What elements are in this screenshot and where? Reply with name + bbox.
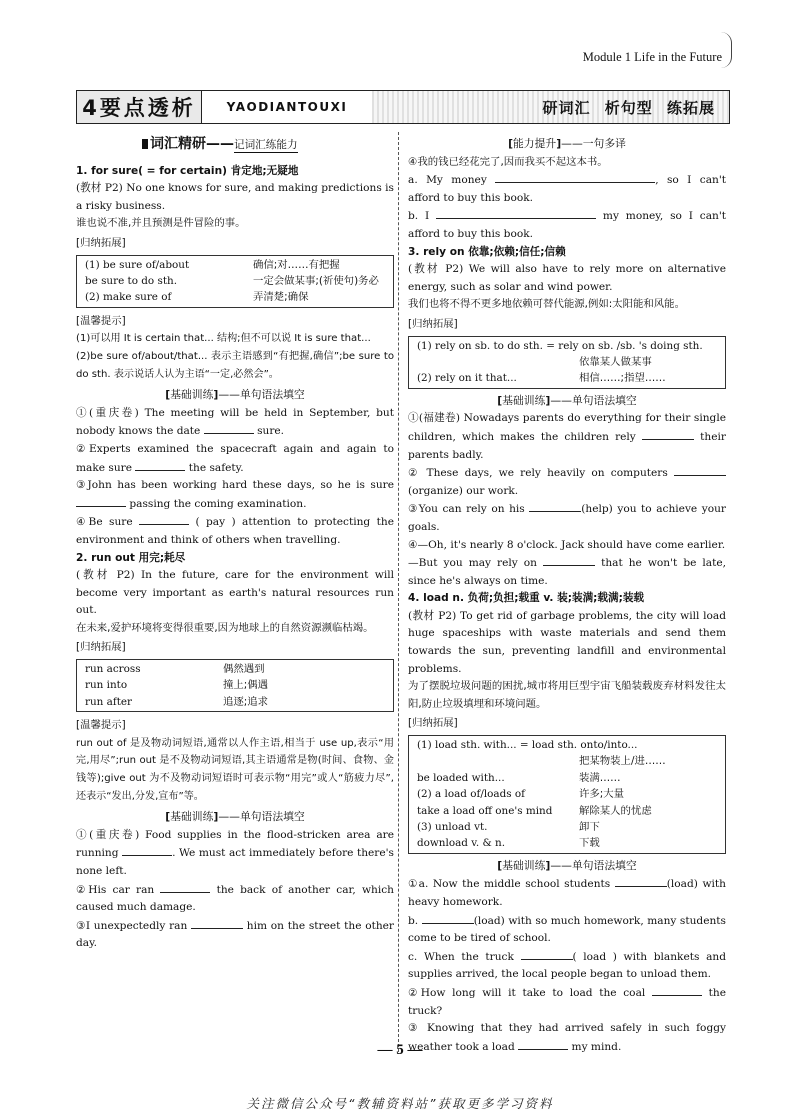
example-sentence: (教材 P2) We will also have to rely more on alternative energy, such as solar and wind power. (408, 263, 726, 293)
meaning: 相信……;指望…… (579, 372, 666, 385)
phrase: (2) a load of/loads of (417, 788, 526, 801)
meaning: 装满…… (579, 771, 621, 784)
summary-box (408, 336, 726, 389)
meaning: 许多;大量 (579, 788, 625, 801)
exercise-heading: [基础训练]——单句语法填空 (497, 393, 637, 407)
summary-box (408, 735, 726, 854)
phrase: run into (85, 679, 128, 692)
example-sentence: (教材 P2) No one knows for sure, and making predictions is a risky business. (76, 182, 394, 212)
phrase: take a load off one's mind (417, 804, 553, 817)
phrase: (3) unload vt. (417, 821, 488, 834)
tag-basic-sub: ——单句语法填空 (550, 858, 637, 872)
column-divider (398, 132, 399, 1052)
section-label: 记词汇练能力 (234, 139, 298, 151)
banner-title: 4要点透析 (77, 91, 202, 123)
tag-ability: 能力提升 (513, 137, 557, 150)
answer-blank[interactable] (615, 875, 667, 887)
banner-pinyin: YAODIANTOUXI (226, 100, 348, 114)
exercise-item: b. (load) with so much homework, many students come to be tired of school. (408, 912, 726, 948)
header-decoration (721, 32, 732, 68)
answer-blank[interactable] (652, 984, 702, 996)
exercise-item: ④—Oh, it's nearly 8 o'clock. Jack should have come earlier. (408, 538, 726, 551)
meaning: 偶然遇到 (223, 663, 265, 676)
page-number: — 5 — (377, 1042, 423, 1058)
left-column (76, 132, 394, 953)
answer-blank[interactable] (139, 513, 189, 525)
answer-blank[interactable] (529, 500, 581, 512)
ability-heading: [能力提升]——一句多译 (508, 137, 626, 150)
tag-basic: 基础训练 (502, 393, 546, 407)
meaning: 弄清楚;确保 (253, 291, 309, 304)
footer-notice: 关注微信公众号“教辅资料站”获取更多学习资料 (246, 1096, 554, 1111)
exercise-item: ①(重庆卷) The meeting will be held in September, but nobody knows the date sure. (76, 406, 394, 438)
tag-basic-sub: ——单句语法填空 (218, 810, 305, 824)
answer-blank[interactable] (204, 422, 254, 434)
exercise-item: ③I unexpectedly ran him on the street the other day. (76, 917, 394, 953)
exercise-item: ①(福建卷) Nowadays parents do everything for their single children, which makes the children rely their parents badly. (408, 412, 726, 461)
bookmark-icon (142, 139, 148, 149)
meaning: 卸下 (579, 821, 600, 834)
meaning: 追逐;追求 (223, 695, 269, 708)
meaning: 把某物装上/进…… (579, 755, 666, 768)
answer-blank[interactable] (642, 428, 694, 440)
exercise-item: ④Be sure ( pay ) attention to protecting the environment and think of others when travelling. (76, 513, 394, 549)
phrase: (2) make sure of (85, 291, 172, 304)
translation: 在未来,爱护环境将变得很重要,因为地球上的自然资源濒临枯竭。 (76, 621, 374, 634)
right-column (408, 132, 726, 1056)
exercise-heading: [基础训练]——单句语法填空 (497, 858, 637, 872)
phrase: (1) rely on sb. to do sth. = rely on sb. /sb. 's doing sth. (417, 339, 703, 352)
summary-box (76, 659, 394, 712)
phrase: (1) load sth. with... = load sth. onto/into... (417, 739, 638, 752)
translation: 谁也说不准,并且预测是件冒险的事。 (76, 217, 246, 230)
meaning: 确信;对……有把握 (253, 258, 340, 271)
entry-heading: 2. run out 用完;耗尽 (76, 551, 186, 564)
phrase: be loaded with... (417, 771, 505, 784)
exercise-item: a. My money , so I can't afford to buy this book. (408, 171, 726, 207)
meaning: 下载 (579, 837, 600, 850)
tag-basic-sub: ——单句语法填空 (550, 393, 637, 407)
meaning: 依靠某人做某事 (579, 355, 652, 368)
tag-basic: 基础训练 (170, 810, 214, 824)
phrase: download v. & n. (417, 837, 506, 850)
answer-blank[interactable] (135, 459, 185, 471)
translation: 为了摆脱垃圾问题的困扰,城市将用巨型宇宙飞船装载废弃材料发往太阳,防止垃圾填埋和环境问题。 (408, 680, 726, 710)
phrase: (2) rely on it that... (417, 372, 517, 385)
tag-tip: [ 温馨提示 ] (76, 717, 126, 735)
answer-blank[interactable] (436, 207, 596, 219)
answer-blank[interactable] (122, 844, 172, 856)
exercise-heading: [基础训练]——单句语法填空 (165, 810, 305, 824)
phrase: (1) be sure of/about (85, 258, 190, 271)
tag-basic: 基础训练 (502, 858, 546, 872)
tag-summary: [ 归纳拓展 ] (408, 715, 458, 733)
answer-blank[interactable] (160, 881, 210, 893)
section-title: 词汇精研 (150, 136, 206, 152)
tag-summary: [ 归纳拓展 ] (76, 639, 126, 657)
tag-summary: [ 归纳拓展 ] (408, 316, 458, 334)
tip-text: (1)可以用 It is certain that... 结构;但不可以说 It is sure that... (76, 333, 371, 345)
running-header: Module 1 Life in the Future (582, 50, 722, 64)
exercise-item: ③ Knowing that they had arrived safely in such foggy weather took a load my mind. (408, 1022, 726, 1053)
section-banner (76, 90, 730, 124)
summary-box (76, 255, 394, 308)
exercise-item: —But you may rely on that he won't be late, since he's always on time. (408, 554, 726, 590)
exercise-heading: [基础训练]——单句语法填空 (165, 388, 305, 402)
phrase: run after (85, 695, 132, 708)
phrase: be sure to do sth. (85, 274, 177, 287)
exercise-item: c. When the truck ( load ) with blankets and supplies arrived, the local people began to unload them. (408, 948, 726, 984)
meaning: 解除某人的忧虑 (579, 804, 652, 817)
section-heading: 词汇精研——记词汇练能力 (142, 136, 394, 155)
entry-heading: 1. for sure( = for certain) 肯定地;无疑地 (76, 164, 299, 177)
phrase: run across (85, 663, 141, 676)
meaning: 一定会做某事;(祈使句)务必 (253, 274, 379, 287)
answer-blank[interactable] (495, 171, 655, 183)
tag-basic-sub: ——单句语法填空 (218, 388, 305, 402)
meaning: 撞上;偶遇 (223, 679, 269, 692)
answer-blank[interactable] (76, 495, 126, 507)
exercise-item: ②His car ran the back of another car, which caused much damage. (76, 881, 394, 917)
exercise-item: ③You can rely on his (help) you to achieve your goals. (408, 500, 726, 536)
example-sentence: (教材 P2) To get rid of garbage problems, the city will load huge spaceships with waste materials and send them towards the sun, preventing landfill and environmental problems. (408, 609, 726, 675)
tag-summary: [ 归纳拓展 ] (76, 235, 126, 253)
answer-blank[interactable] (191, 917, 243, 929)
entry-heading: 3. rely on 依靠;依赖;信任;信赖 (408, 245, 566, 258)
entry-heading: 4. load n. 负荷;负担;载重 v. 装;装满;载满;装载 (408, 592, 645, 605)
banner-subtitle: 研词汇 析句型 练拓展 (372, 91, 729, 123)
exercise-item: ③John has been working hard these days, so he is sure passing the coming examination. (76, 479, 394, 510)
tag-tip: [ 温馨提示 ] (76, 313, 126, 331)
answer-blank[interactable] (422, 912, 474, 924)
exercise-item: b. I my money, so I can't afford to buy this book. (408, 207, 726, 243)
translation: 我们也将不得不更多地依赖可替代能源,例如:太阳能和风能。 (408, 298, 685, 311)
exercise-item: ② These days, we rely heavily on computers (organize) our work. (408, 464, 726, 500)
tip-text: run out of 是及物动词短语,通常以人作主语,相当于 use up,表示“用完,用尽”;run out 是不及物动词短语,其主语通常是物(时间、食物、金钱等);give out 为不及物动词短语时可表示物“用完”或人“筋疲力尽”,还表示“发出,分发,宣布”等。 (76, 737, 394, 802)
tag-ability-sub: ——一句多译 (561, 137, 626, 150)
answer-blank[interactable] (521, 948, 573, 960)
answer-blank[interactable] (543, 554, 595, 566)
tag-basic: 基础训练 (170, 388, 214, 402)
answer-blank[interactable] (674, 464, 726, 476)
tip-text: (2)be sure of/about/that... 表示主语感到“有把握,确信”;be sure to do sth. 表示说话人认为主语“一定,必然会”。 (76, 350, 394, 380)
exercise-item: ①(重庆卷) Food supplies in the flood-stricken area are running . We must act immediately before there's none left. (76, 828, 394, 878)
example-sentence: (教材 P2) In the future, care for the environment will become very important as earth's natural resources run out. (76, 569, 394, 617)
ability-question: ④我的钱已经花完了,因而我买不起这本书。 (408, 155, 608, 168)
exercise-item: ①a. Now the middle school students (load) with heavy homework. (408, 875, 726, 911)
exercise-item: ②Experts examined the spacecraft again and again to make sure the safety. (76, 442, 394, 474)
exercise-item: ②How long will it take to load the coal the truck? (408, 984, 726, 1020)
